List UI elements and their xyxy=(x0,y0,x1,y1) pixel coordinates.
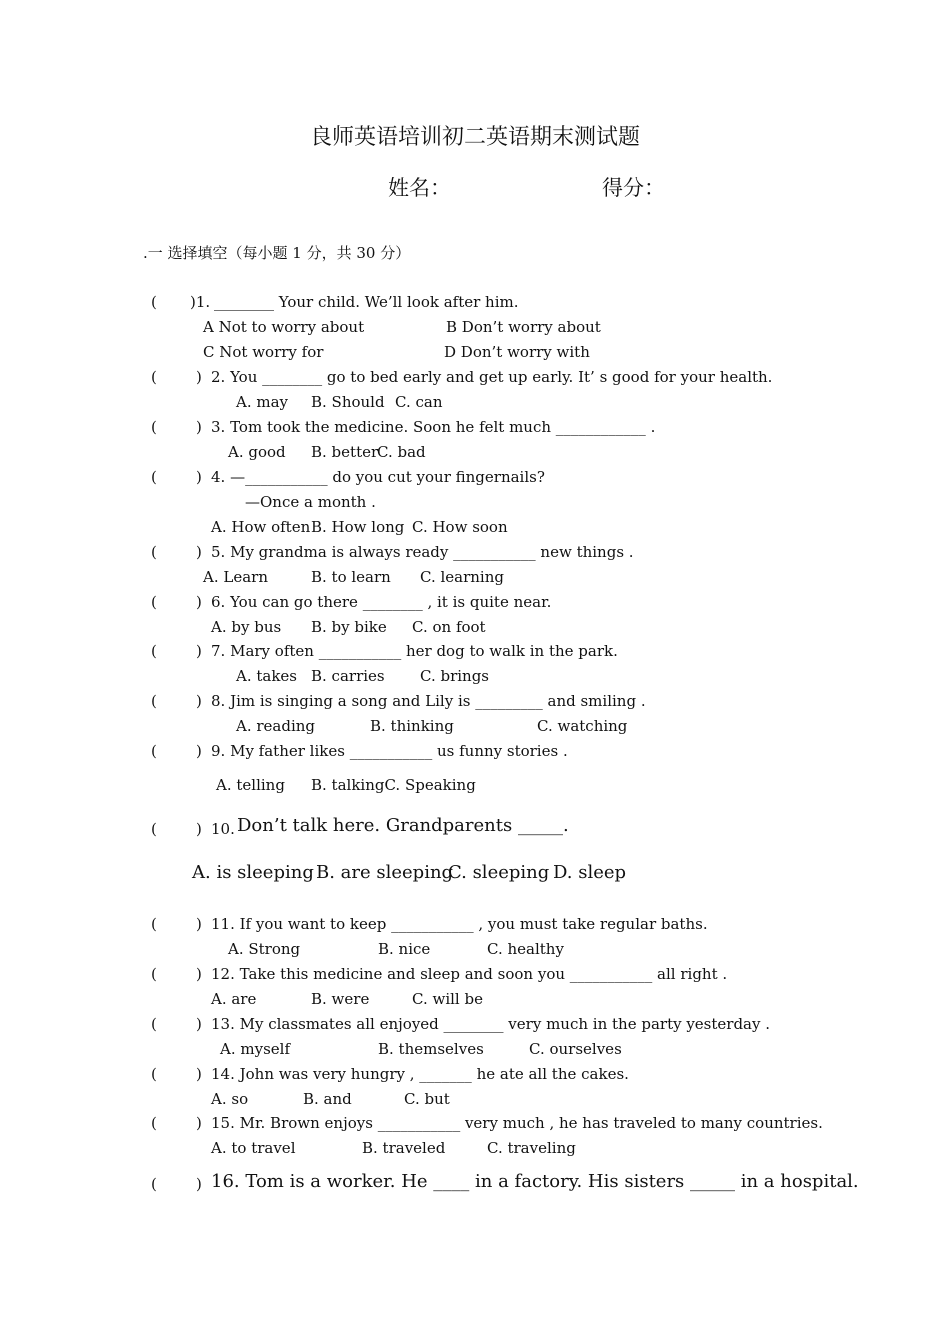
answer-paren-open: ( xyxy=(151,820,157,838)
option: A. takes xyxy=(236,667,298,685)
option: C. will be xyxy=(412,990,483,1008)
option: B. Should xyxy=(311,393,385,411)
answer-paren-close: ) xyxy=(196,1015,202,1033)
option: A. to travel xyxy=(211,1139,296,1157)
option: C. traveling xyxy=(487,1139,576,1157)
option: D Don’t worry with xyxy=(444,343,590,361)
page-title: 良师英语培训初二英语期末测试题 xyxy=(309,125,640,150)
option: C. sleeping xyxy=(448,862,550,883)
option: A Not to worry about xyxy=(203,318,365,336)
answer-paren-open: ( xyxy=(151,368,157,386)
option: C. healthy xyxy=(487,940,564,958)
question-text: 11. If you want to keep ___________ , you must take regular baths. xyxy=(211,915,708,933)
option: C. bad xyxy=(377,443,426,461)
option: A. telling xyxy=(216,776,285,794)
option: B. traveled xyxy=(362,1139,446,1157)
answer-paren-open: ( xyxy=(151,293,157,311)
answer-paren-close: ) xyxy=(196,368,202,386)
question-text: 14. John was very hungry , _______ he ate all the cakes. xyxy=(211,1065,629,1083)
answer-paren-open: ( xyxy=(151,642,157,660)
answer-paren-close: ) xyxy=(196,915,202,933)
answer-paren-close: ) xyxy=(196,1175,202,1193)
option: B. How long xyxy=(311,518,405,536)
option: B Don’t worry about xyxy=(446,318,601,336)
option: C. ourselves xyxy=(529,1040,622,1058)
option: A. Strong xyxy=(228,940,301,958)
score-label: 得分： xyxy=(602,176,665,200)
question-text: 2. You ________ go to bed early and get up early. It’ s good for your health. xyxy=(211,368,773,386)
answer-paren-open: ( xyxy=(151,418,157,436)
option: A. by bus xyxy=(211,618,282,636)
option: B. nice xyxy=(378,940,431,958)
question-text: 3. Tom took the medicine. Soon he felt much ____________ . xyxy=(211,418,656,436)
answer-paren-close: ) xyxy=(196,468,202,486)
option: C. learning xyxy=(420,568,504,586)
answer-paren-open: ( xyxy=(151,1065,157,1083)
answer-paren-open: ( xyxy=(151,593,157,611)
question-text: ________ Your child. We’ll look after him. xyxy=(214,293,519,311)
answer-paren-close: ) xyxy=(196,593,202,611)
answer-paren-open: ( xyxy=(151,742,157,760)
option: A. may xyxy=(236,393,289,411)
answer-paren-open: ( xyxy=(151,692,157,710)
question-text: 6. You can go there ________ , it is quite near. xyxy=(211,593,552,611)
answer-paren-close: ) xyxy=(196,742,202,760)
question-text: 13. My classmates all enjoyed ________ very much in the party yesterday . xyxy=(211,1015,771,1033)
answer-paren-close: ) xyxy=(196,418,202,436)
option: A. is sleeping xyxy=(192,862,314,883)
option: B. thinking xyxy=(370,717,454,735)
option: A. Learn xyxy=(203,568,268,586)
option: A. so xyxy=(211,1090,249,1108)
option: B. talkingC. Speaking xyxy=(311,776,476,794)
option: C. but xyxy=(404,1090,450,1108)
option: C. can xyxy=(395,393,443,411)
question-text: 8. Jim is singing a song and Lily is _________ and smiling . xyxy=(211,692,646,710)
question-text: 5. My grandma is always ready ___________ new things . xyxy=(211,543,634,561)
answer-paren-close: ) xyxy=(196,1065,202,1083)
answer-paren-close: ) xyxy=(196,543,202,561)
answer-paren-close: ) xyxy=(196,692,202,710)
answer-paren-close: ) xyxy=(196,642,202,660)
option: B. to learn xyxy=(311,568,391,586)
question-number: 10. xyxy=(211,820,235,838)
answer-paren-open: ( xyxy=(151,1015,157,1033)
option: C. brings xyxy=(420,667,490,685)
option: C. How soon xyxy=(412,518,508,536)
option: C Not worry for xyxy=(203,343,324,361)
option: B. better xyxy=(311,443,379,461)
option: A. good xyxy=(228,443,286,461)
answer-paren-close: )1. xyxy=(190,293,211,311)
answer-paren-open: ( xyxy=(151,965,157,983)
question-text: 16. Tom is a worker. He ____ in a factory. His sisters _____ in a hospital. xyxy=(211,1171,859,1192)
option: C. watching xyxy=(537,717,628,735)
option: B. and xyxy=(303,1090,352,1108)
option: B. were xyxy=(311,990,370,1008)
question-text: 12. Take this medicine and sleep and soon you ___________ all right . xyxy=(211,965,728,983)
option: D. sleep xyxy=(553,862,627,883)
answer-paren-open: ( xyxy=(151,543,157,561)
question-text: 4. —___________ do you cut your fingernails? xyxy=(211,468,545,486)
option: B. carries xyxy=(311,667,385,685)
option: A. are xyxy=(211,990,257,1008)
answer-paren-close: ) xyxy=(196,965,202,983)
answer-paren-close: ) xyxy=(196,820,202,838)
question-text: 15. Mr. Brown enjoys ___________ very much , he has traveled to many countries. xyxy=(211,1114,823,1132)
option: A. How often xyxy=(211,518,311,536)
answer-paren-open: ( xyxy=(151,915,157,933)
option: A. reading xyxy=(236,717,316,735)
option: B. by bike xyxy=(311,618,387,636)
section-heading: .一 选择填空（每小题 1 分，共 30 分） xyxy=(143,244,411,262)
option: A. myself xyxy=(220,1040,290,1058)
option: C. on foot xyxy=(412,618,486,636)
answer-paren-open: ( xyxy=(151,1175,157,1193)
answer-paren-open: ( xyxy=(151,1114,157,1132)
name-label: 姓名： xyxy=(388,176,451,200)
question-response: —Once a month . xyxy=(245,493,376,511)
question-text: 7. Mary often ___________ her dog to walk in the park. xyxy=(211,642,618,660)
answer-paren-close: ) xyxy=(196,1114,202,1132)
option: B. are sleeping xyxy=(316,862,454,883)
answer-paren-open: ( xyxy=(151,468,157,486)
question-text: Don’t talk here. Grandparents _____. xyxy=(237,815,569,836)
option: B. themselves xyxy=(378,1040,484,1058)
question-text: 9. My father likes ___________ us funny stories . xyxy=(211,742,568,760)
